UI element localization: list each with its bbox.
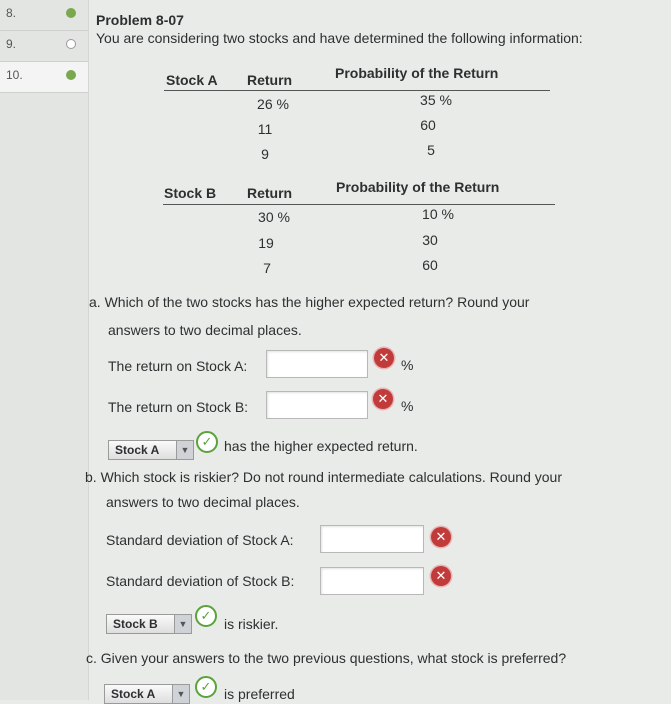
- correct-check-icon: ✓: [195, 676, 217, 698]
- stock-b-header: Stock B: [164, 185, 217, 201]
- table-cell: 11: [257, 121, 273, 137]
- incorrect-icon: ✕: [431, 527, 451, 547]
- percent-unit: %: [401, 398, 414, 414]
- table-cell: 9: [261, 146, 269, 162]
- higher-return-select[interactable]: [108, 440, 194, 460]
- select-value: Stock B: [113, 617, 158, 631]
- incomplete-status-icon: [66, 39, 76, 49]
- correct-check-icon: ✓: [196, 431, 218, 453]
- table-cell: 60: [422, 257, 438, 273]
- table-cell: 30: [422, 232, 438, 248]
- table-cell: 35 %: [420, 92, 452, 108]
- higher-return-suffix: has the higher expected return.: [224, 438, 418, 454]
- question-nav-item-10[interactable]: [0, 62, 88, 93]
- table-cell: 19: [258, 235, 274, 251]
- select-value: Stock A: [115, 443, 160, 457]
- return-b-input[interactable]: [266, 391, 368, 419]
- dropdown-arrow-icon: ▼: [172, 685, 189, 703]
- preferred-select[interactable]: [104, 684, 190, 704]
- return-b-label: The return on Stock B:: [108, 399, 249, 415]
- dropdown-arrow-icon: ▼: [176, 441, 193, 459]
- table-divider: [163, 204, 555, 205]
- select-value: Stock A: [111, 687, 156, 701]
- return-header: Return: [247, 72, 293, 88]
- question-nav-item-9[interactable]: [0, 31, 88, 62]
- problem-title: Problem 8-07: [96, 12, 184, 28]
- part-a-question-line2: answers to two decimal places.: [108, 322, 302, 338]
- table-cell: 60: [420, 117, 436, 133]
- return-header: Return: [247, 185, 293, 201]
- table-cell: 5: [427, 142, 435, 158]
- return-a-label: The return on Stock A:: [108, 358, 248, 374]
- question-number: 8.: [6, 6, 17, 20]
- part-c-question: c. Given your answers to the two previous questions, what stock is preferred?: [86, 650, 567, 666]
- stdev-a-label: Standard deviation of Stock A:: [106, 532, 294, 548]
- incorrect-icon: ✕: [374, 348, 394, 368]
- preferred-suffix: is preferred: [224, 686, 295, 702]
- table-cell: 30 %: [258, 209, 290, 225]
- question-number: 9.: [6, 37, 17, 51]
- stock-a-header: Stock A: [166, 72, 218, 88]
- incorrect-icon: ✕: [373, 389, 393, 409]
- part-b-question-line2: answers to two decimal places.: [106, 494, 300, 510]
- dropdown-arrow-icon: ▼: [174, 615, 191, 633]
- complete-status-icon: [66, 8, 76, 18]
- stdev-b-label: Standard deviation of Stock B:: [106, 573, 295, 589]
- table-cell: 10 %: [422, 206, 454, 222]
- stdev-a-input[interactable]: [320, 525, 424, 553]
- correct-check-icon: ✓: [195, 605, 217, 627]
- table-cell: 7: [263, 260, 271, 276]
- question-nav-item-8[interactable]: [0, 0, 88, 31]
- table-divider: [164, 90, 550, 91]
- table-cell: 26 %: [257, 96, 289, 112]
- complete-status-icon: [66, 70, 76, 80]
- percent-unit: %: [401, 357, 414, 373]
- stdev-b-input[interactable]: [320, 567, 424, 595]
- part-a-question-line1: a. Which of the two stocks has the higher expected return? Round your: [89, 294, 530, 310]
- question-sidebar: [0, 0, 89, 700]
- return-a-input[interactable]: [266, 350, 368, 378]
- probability-header: Probability of the Return: [335, 65, 499, 81]
- riskier-select[interactable]: [106, 614, 192, 634]
- problem-intro: You are considering two stocks and have determined the following information:: [96, 30, 583, 46]
- probability-header: Probability of the Return: [336, 179, 500, 195]
- question-number: 10.: [6, 68, 23, 82]
- incorrect-icon: ✕: [431, 566, 451, 586]
- riskier-suffix: is riskier.: [224, 616, 279, 632]
- part-b-question-line1: b. Which stock is riskier? Do not round intermediate calculations. Round your: [85, 469, 562, 485]
